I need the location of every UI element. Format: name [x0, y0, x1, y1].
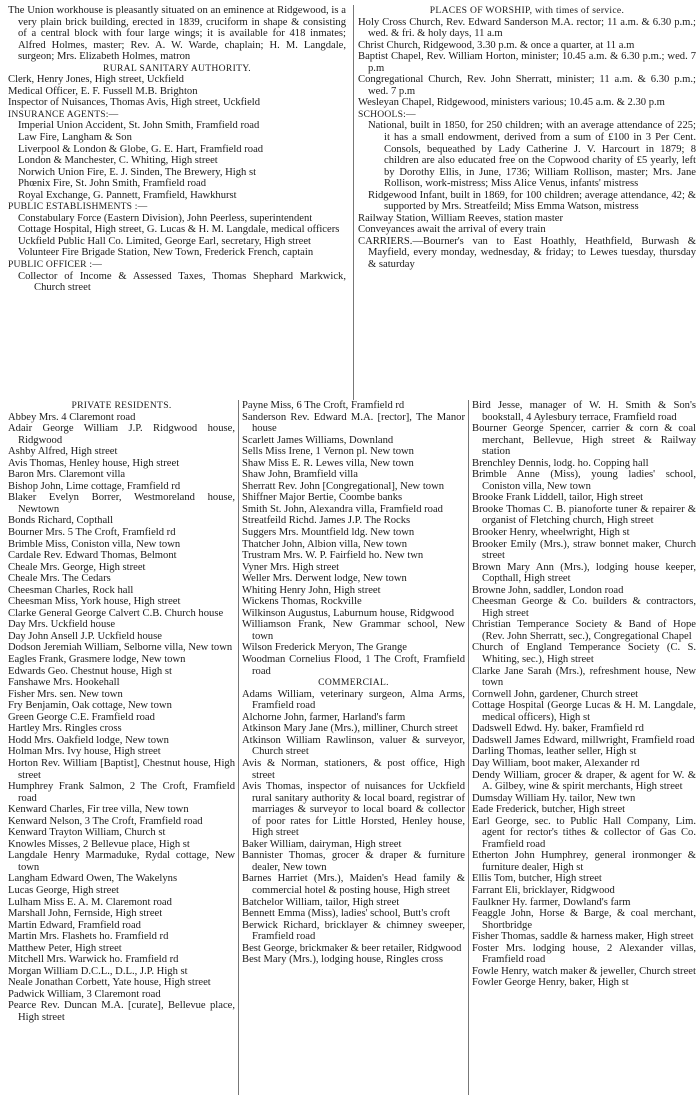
list-item: Knowles Misses, 2 Bellevue place, High st — [8, 838, 190, 850]
list-item: Kenward Trayton William, Church st — [8, 827, 166, 839]
top-section — [8, 5, 696, 400]
top-left-column — [8, 5, 346, 400]
list-item: Horton Rev. William [Baptist], Chestnut house, High street — [8, 757, 235, 781]
list-item: National, built in 1850, for 250 children; with an average attendance of 225; it has a small endowment, derived from a sum of £100 in 3 Per Cent. Consols, bequeathed by Lady Catherine J. V. Harcourt in 1879; 8 children are also educated free on the Copwood charity of £5 yearly, left by Dorothy Ellis, in June, 1736; William Rollison, master; Mrs. Jane Rollison, work-mistress; Miss Alice Venus, infants' mistress — [368, 120, 696, 190]
list-item: Langdale Henry Marmaduke, Rydal cottage, New town — [8, 850, 235, 873]
public-officer-heading: PUBLIC OFFICER :— — [8, 259, 103, 271]
list-item: Eagles Frank, Grasmere lodge, New town — [8, 654, 186, 666]
list-item: Hartley Mrs. Ringles cross — [8, 723, 122, 735]
list-item: Cheesman Charles, Rock hall — [8, 584, 134, 596]
list-item: Eade Frederick, butcher, High street — [472, 804, 626, 816]
list-item: Batchelor William, tailor, High street — [242, 896, 400, 908]
commercial-heading: COMMERCIAL. — [318, 677, 389, 689]
list-item: Wickens Thomas, Rockville — [242, 596, 362, 608]
list-item: Shaw John, Bramfield villa — [242, 469, 358, 481]
list-item: Adams William, veterinary surgeon, Alma Arms, Framfield road — [242, 688, 465, 712]
list-item: Dendy William, grocer & draper, & agent for W. & A. Gilbey, wine & spirit merchants, High street — [472, 769, 696, 793]
public-establishments-list — [8, 213, 346, 259]
list-item: Church of England Temperance Society (C. S. Whiting, sec.), High street — [472, 642, 696, 666]
list-item: Adair George William J.P. Ridgwood house, Ridgwood — [8, 423, 235, 446]
railway-station: Railway Station, William Reeves, station master — [358, 212, 564, 224]
list-item: Abbey Mrs. 4 Claremont road — [8, 411, 136, 423]
list-item: Bishop John, Lime cottage, Framfield rd — [8, 480, 181, 492]
insurance-list — [8, 120, 346, 201]
list-item: Bannister Thomas, grocer & draper & furniture dealer, New town — [242, 850, 465, 873]
list-item: Neale Jonathan Corbett, Yate house, High street — [8, 977, 211, 989]
list-item: Matthew Peter, High street — [8, 942, 122, 954]
list-item: Williamson Frank, New Grammar school, New town — [242, 619, 465, 642]
rural-sanitary-list — [8, 74, 346, 109]
list-item: Brenchley Dennis, lodg. ho. Copping hall — [472, 457, 649, 469]
list-item: Baker William, dairyman, High street — [242, 838, 402, 850]
list-item: Bourner Mrs. 5 The Croft, Framfield rd — [8, 527, 176, 539]
list-item: Cheesman Miss, York house, High street — [8, 596, 181, 608]
list-item: Day Mrs. Uckfield house — [8, 619, 116, 631]
list-item: Fry Benjamin, Oak cottage, New town — [8, 700, 172, 712]
list-item: Faulkner Hy. farmer, Dowland's farm — [472, 896, 631, 908]
commercial-list — [242, 689, 465, 966]
list-item: Darling Thomas, leather seller, High st — [472, 746, 637, 758]
commercial-list-continued — [472, 400, 696, 989]
list-item: Kenward Nelson, 3 The Croft, Framfield road — [8, 815, 203, 827]
private-residents-column — [8, 400, 235, 1095]
list-item: Clarke Jane Sarah (Mrs.), refreshment house, New town — [472, 665, 696, 689]
list-item: Fanshawe Mrs. Hookehall — [8, 677, 120, 689]
list-item: Clerk, Henry Jones, High street, Uckfield — [8, 74, 184, 86]
list-item: Edwards Geo. Chestnut house, High st — [8, 665, 172, 677]
list-item: Fowler George Henry, baker, High st — [472, 977, 629, 989]
list-item: Alchorne John, farmer, Harland's farm — [242, 711, 406, 723]
list-item: Green George C.E. Framfield road — [8, 711, 155, 723]
list-item: Marshall John, Fernside, High street — [8, 908, 163, 920]
list-item: Streatfeild Richd. James J.P. The Rocks — [242, 515, 411, 527]
list-item: Cheale Mrs. The Cedars — [8, 573, 111, 585]
list-item: Martin Mrs. Flashets ho. Framfield rd — [8, 931, 169, 943]
list-item: Day John Ansell J.P. Uckfield house — [8, 630, 162, 642]
list-item: Brooke Frank Liddell, tailor, High street — [472, 492, 644, 504]
list-item: Avis Thomas, inspector of nuisances for Uckfield rural sanitary authority & local board, registrar of marriages & surveyor to local board & collector of poor rates for Little Horsted, Henley house, High street — [242, 781, 465, 839]
list-item: Bourner George Spencer, carrier & corn & coal merchant, Bellevue, High street & Railway station — [472, 423, 696, 458]
commercial-column — [468, 400, 696, 1095]
insurance-heading: INSURANCE AGENTS:— — [8, 108, 119, 120]
list-item: Morgan William D.C.L., D.L., J.P. High st — [8, 965, 188, 977]
list-item: Mitchell Mrs. Warwick ho. Framfield rd — [8, 954, 179, 966]
public-establishments-heading: PUBLIC ESTABLISHMENTS :— — [8, 201, 148, 213]
list-item: Cottage Hospital, High street, G. Lucas & H. M. Langdale, medical officers — [18, 224, 340, 236]
list-item: Shiffner Major Bertie, Coombe banks — [242, 492, 403, 504]
list-item: Dadswell Edwd. Hy. baker, Framfield rd — [472, 723, 644, 735]
list-item: Ridgewood Infant, built in 1869, for 100 children; average attendance, 42; & supported by Mrs. Streatfeild; Miss Emma Watson, mistress — [368, 189, 696, 213]
list-item: Uckfield Public Hall Co. Limited, George Earl, secretary, High street — [18, 235, 312, 247]
worship-heading: PLACES OF WORSHIP, with times of service. — [429, 5, 625, 16]
list-item: Sanderson Rev. Edward M.A. [rector], The Manor house — [242, 411, 465, 435]
list-item: Norwich Union Fire, E. J. Sinden, The Brewery, High st — [18, 166, 257, 178]
list-item: Berwick Richard, bricklayer & chimney sweeper, Framfield road — [242, 919, 465, 943]
list-item: Best Mary (Mrs.), lodging house, Ringles cross — [242, 954, 443, 966]
list-item: Woodman Cornelius Flood, 1 The Croft, Framfield road — [242, 654, 465, 677]
schools-heading: SCHOOLS:— — [358, 108, 416, 120]
list-item: Padwick William, 3 Claremont road — [8, 988, 161, 1000]
list-item: Baptist Chapel, Rev. William Horton, minister; 10.45 a.m. & 6.30 p.m.; wed. 7 p.m — [358, 51, 696, 74]
list-item: Browne John, saddler, London road — [472, 584, 624, 596]
list-item: Liverpool & London & Globe, G. E. Hart, Framfield road — [18, 143, 264, 155]
list-item: Whiting Henry John, High street — [242, 584, 381, 596]
list-item: Earl George, sec. to Public Hall Company, Lim. agent for rector's tithes & collector of Gas Co. Framfield road — [472, 815, 696, 850]
list-item: Constabulary Force (Eastern Division), John Peerless, superintendent — [18, 212, 313, 224]
list-item: Cardale Rev. Edward Thomas, Belmont — [8, 550, 177, 562]
list-item: Hodd Mrs. Oakfield lodge, New town — [8, 734, 169, 746]
list-item: Etherton John Humphrey, general ironmonger & furniture dealer, High st — [472, 850, 696, 873]
list-item: Shaw Miss E. R. Lewes villa, New town — [242, 457, 414, 469]
top-right-column — [353, 5, 696, 400]
worship-list — [358, 17, 696, 109]
carriers-note: CARRIERS.—Bourner's van to East Hoathly, Heathfield, Burwash & Mayfield, every monday, wednesday, & friday; to Lewes tuesday, thursday & saturday — [358, 235, 696, 271]
list-item: Suggers Mrs. Mountfield ldg. New town — [242, 527, 415, 539]
list-item: Pearce Rev. Duncan M.A. [curate], Bellevue place, High street — [8, 1000, 235, 1023]
list-item: Fisher Mrs. sen. New town — [8, 688, 123, 700]
list-item: Fisher Thomas, saddle & harness maker, High street — [472, 931, 694, 943]
list-item: Cheale Mrs. George, High street — [8, 561, 146, 573]
list-item: Bonds Richard, Copthall — [8, 515, 114, 527]
residents-commercial-column — [238, 400, 465, 1095]
list-item: Lulham Miss E. A. M. Claremont road — [8, 896, 172, 908]
list-item: Scarlett James Williams, Downland — [242, 434, 394, 446]
list-item: Collector of Income & Assessed Taxes, Thomas Shephard Markwick, Church street — [18, 270, 346, 294]
schools-list — [358, 120, 696, 212]
list-item: Atkinson Mary Jane (Mrs.), milliner, Church street — [242, 723, 458, 735]
list-item: Blaker Evelyn Borrer, Westmoreland house, Newtown — [8, 492, 235, 515]
list-item: Sells Miss Irene, 1 Vernon pl. New town — [242, 446, 414, 458]
list-item: Holman Mrs. Ivy house, High street — [8, 746, 161, 758]
list-item: Brimble Miss, Coniston villa, New town — [8, 538, 181, 550]
private-residents-list-continued — [242, 400, 465, 677]
list-item: Sherratt Rev. John [Congregational], New town — [242, 480, 445, 492]
list-item: Day William, boot maker, Alexander rd — [472, 757, 640, 769]
list-item: Ellis Tom, butcher, High street — [472, 873, 602, 885]
list-item: Cornwell John, gardener, Church street — [472, 688, 639, 700]
list-item: Feaggle John, Horse & Barge, & coal merchant, Shortbridge — [472, 908, 696, 931]
list-item: Volunteer Fire Brigade Station, New Town, Frederick French, captain — [18, 247, 314, 259]
list-item: Brown Mary Ann (Mrs.), lodging house keeper, Copthall, High street — [472, 561, 696, 585]
private-residents-list — [8, 412, 235, 1024]
list-item: Wesleyan Chapel, Ridgewood, ministers various; 10.45 a.m. & 2.30 p.m — [358, 97, 665, 109]
list-item: Avis Thomas, Henley house, High street — [8, 457, 180, 469]
public-officer-list — [8, 271, 346, 294]
list-item: Inspector of Nuisances, Thomas Avis, High street, Uckfield — [8, 97, 261, 109]
list-item: Bird Jesse, manager of W. H. Smith & Son's bookstall, 4 Aylesbury terrace, Framfield road — [472, 400, 696, 423]
list-item: Smith St. John, Alexandra villa, Framfield road — [242, 503, 443, 515]
list-item: Thatcher John, Albion villa, New town — [242, 538, 408, 550]
list-item: Phœnix Fire, St. John Smith, Framfield road — [18, 178, 207, 190]
list-item: Dumsday William Hy. tailor, New twn — [472, 792, 636, 804]
list-item: Kenward Charles, Fir tree villa, New town — [8, 804, 189, 816]
list-item: Clarke General George Calvert C.B. Church house — [8, 607, 224, 619]
list-item: Brooker Henry, wheelwright, High st — [472, 527, 630, 539]
list-item: Dodson Jeremiah William, Selborne villa, New town — [8, 642, 233, 654]
list-item: Langham Edward Owen, The Wakelyns — [8, 873, 178, 885]
rural-sanitary-heading: RURAL SANITARY AUTHORITY. — [103, 62, 251, 74]
list-item: Brimble Anne (Miss), young ladies' school, Coniston villa, New town — [472, 469, 696, 492]
list-item: Best George, brickmaker & beer retailer, Ridgwood — [242, 942, 462, 954]
list-item: Humphrey Frank Salmon, 2 The Croft, Framfield road — [8, 781, 235, 804]
list-item: Trustram Mrs. W. P. Fairfield ho. New twn — [242, 550, 424, 562]
list-item: Baron Mrs. Claremont villa — [8, 469, 126, 481]
list-item: Law Fire, Langham & Son — [18, 132, 132, 144]
list-item: Cheesman George & Co. builders & contractors, High street — [472, 596, 696, 619]
list-item: Christian Temperance Society & Band of Hope (Rev. John Sherratt, sec.), Congregational Chapel — [472, 619, 696, 642]
list-item: Wilson Frederick Meryon, The Grange — [242, 642, 408, 654]
list-item: Martin Edward, Framfield road — [8, 919, 141, 931]
list-item: Payne Miss, 6 The Croft, Framfield rd — [242, 400, 405, 411]
list-item: Brooke Thomas C. B. pianoforte tuner & repairer & organist of Fletching church, High street — [472, 503, 696, 527]
list-item: Barnes Harriet (Mrs.), Maiden's Head family & commercial hotel & posting house, High street — [242, 873, 465, 896]
workhouse-paragraph: The Union workhouse is pleasantly situated on an eminence at Ridgewood, is a very plain brick building, erected in 1839, cruciform in shape & consisting of a central block with four large wings; it is available for 418 inmates; Alfred Holmes, master; Rev. A. W. Warde, chaplain; H. M. Langdale, surgeon; Mrs. Elizabeth Holmes, matron — [8, 5, 346, 63]
list-item: Farrant Eli, bricklayer, Ridgwood — [472, 884, 615, 896]
list-item: Medical Officer, E. F. Fussell M.B. Brighton — [8, 85, 198, 97]
list-item: Christ Church, Ridgewood, 3.30 p.m. & once a quarter, at 11 a.m — [358, 39, 635, 51]
list-item: Bennett Emma (Miss), ladies' school, Butt's croft — [242, 908, 451, 920]
list-item: Imperial Union Accident, St. John Smith, Framfield road — [18, 120, 260, 132]
list-item: Avis & Norman, stationers, & post office, High street — [242, 757, 465, 781]
list-item: Atkinson William Rawlinson, valuer & surveyor, Church street — [242, 734, 465, 758]
list-item: Congregational Church, Rev. John Sherratt, minister; 11 a.m. & 6.30 p.m.; wed. 7 p.m — [358, 74, 696, 97]
list-item: Brooker Emily (Mrs.), straw bonnet maker, Church street — [472, 538, 696, 562]
list-item: Weller Mrs. Derwent lodge, New town — [242, 573, 407, 585]
list-item: Lucas George, High street — [8, 884, 120, 896]
list-item: Dadswell James Edward, millwright, Framfield road — [472, 734, 695, 746]
list-item: Fowle Henry, watch maker & jeweller, Church street — [472, 965, 696, 977]
list-item: Cottage Hospital (George Lucas & H. M. Langdale, medical officers), High st — [472, 700, 696, 723]
list-item: Royal Exchange, G. Pannett, Framfield, Hawkhurst — [18, 189, 237, 201]
list-item: Ashby Alfred, High street — [8, 446, 118, 458]
private-residents-heading: PRIVATE RESIDENTS. — [71, 400, 172, 411]
list-item: Holy Cross Church, Rev. Edward Sanderson M.A. rector; 11 a.m. & 6.30 p.m.; wed. & fri. & holy days, 11 a.m — [358, 16, 696, 40]
residents-section — [8, 400, 696, 1095]
list-item: Foster Mrs. lodging house, 2 Alexander villas, Framfield road — [472, 942, 696, 966]
list-item: Wilkinson Augustus, Laburnum house, Ridgwood — [242, 607, 455, 619]
list-item: London & Manchester, C. Whiting, High street — [18, 155, 218, 167]
list-item: Vyner Mrs. High street — [242, 561, 340, 573]
conveyances-note: Conveyances await the arrival of every train — [358, 224, 546, 236]
